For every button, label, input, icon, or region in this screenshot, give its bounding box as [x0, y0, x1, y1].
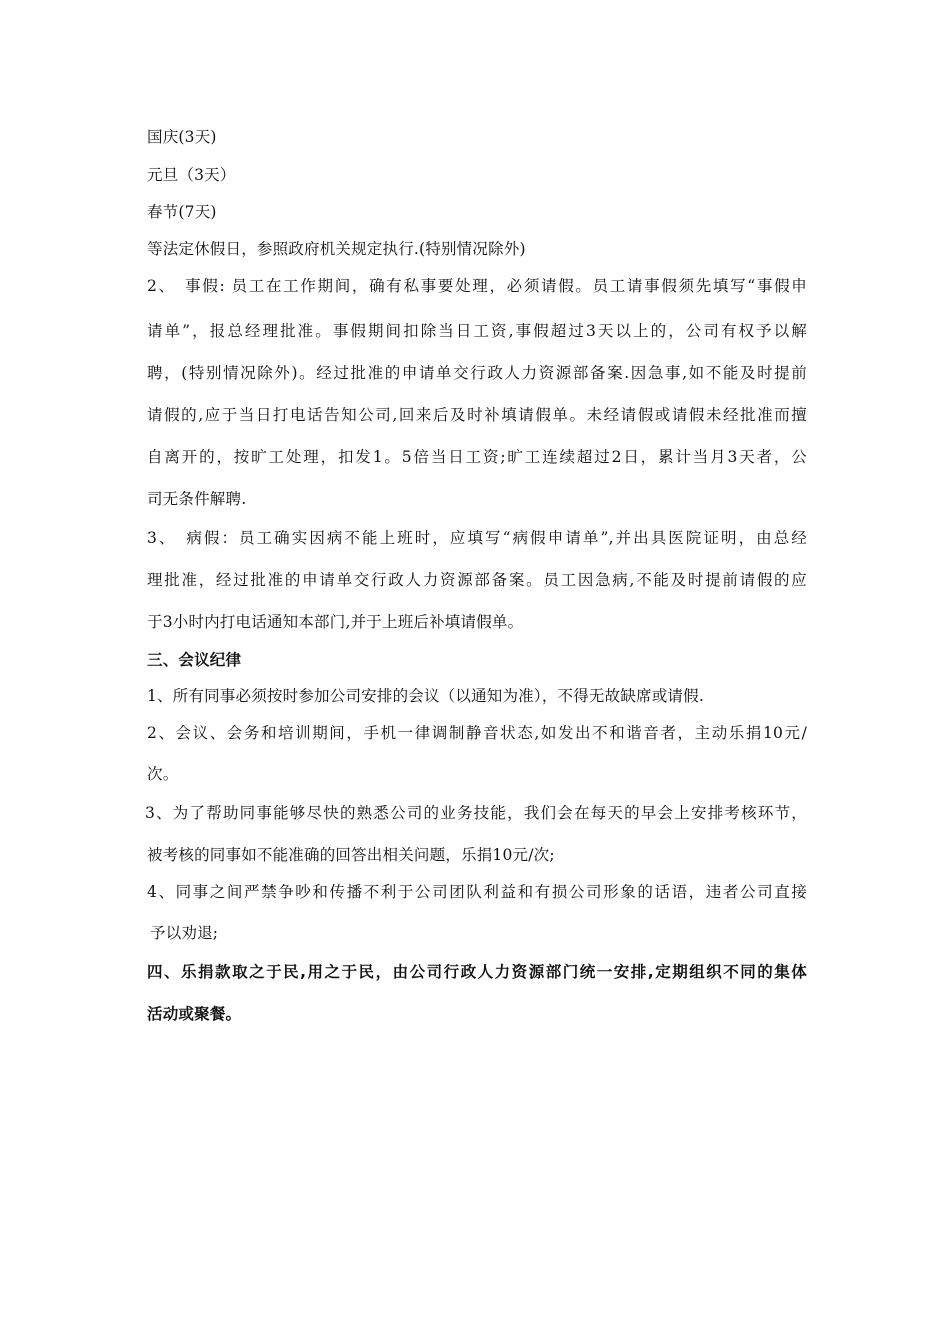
meeting-rule-4-line-1: 4、同事之间严禁争吵和传播不利于公司团队利益和有损公司形象的话语，违者公司直接: [147, 883, 807, 901]
holiday-new-year: 元旦（3天）: [147, 166, 236, 184]
section-four-line-2: 活动或聚餐。: [147, 1005, 242, 1023]
personal-leave-line-4: 请假的,应于当日打电话告知公司,回来后及时补填请假单。未经请假或请假未经批准而擅: [147, 406, 807, 424]
meeting-rule-4-line-2: 予以劝退;: [150, 924, 219, 942]
holiday-note: 等法定休假日，参照政府机关规定执行.(特别情况除外): [147, 240, 526, 258]
personal-leave-line-2: 请单”，报总经理批准。事假期间扣除当日工资,事假超过3天以上的，公司有权予以解: [147, 322, 807, 340]
meeting-rule-1: 1、所有同事必须按时参加公司安排的会议（以通知为准），不得无故缺席或请假.: [147, 687, 704, 705]
meeting-rule-3-line-2: 被考核的同事如不能准确的回答出相关问题，乐捐10元/次;: [147, 846, 555, 864]
personal-leave-line-5: 自离开的，按旷工处理，扣发1。5倍当日工资;旷工连续超过2日，累计当月3天者，公: [147, 448, 807, 466]
meeting-rule-3-line-1: 3、为了帮助同事能够尽快的熟悉公司的业务技能，我们会在每天的早会上安排考核环节，: [145, 804, 807, 822]
meeting-rule-2-line-2: 次。: [147, 765, 179, 783]
section-heading-meeting-discipline: 三、会议纪律: [147, 651, 242, 669]
section-four-line-1: 四、乐捐款取之于民,用之于民，由公司行政人力资源部门统一安排,定期组织不同的集体: [147, 963, 807, 981]
meeting-rule-2-line-1: 2、会议、会务和培训期间，手机一律调制静音状态,如发出不和谐音者，主动乐捐10元/: [147, 724, 807, 742]
personal-leave-line-1: 2、 事假: 员工在工作期间，确有私事要处理，必须请假。员工请事假须先填写“事假申: [147, 277, 807, 295]
personal-leave-line-6: 司无条件解聘.: [147, 490, 247, 508]
holiday-national-day: 国庆(3天): [147, 128, 217, 146]
sick-leave-line-3: 于3小时内打电话通知本部门,并于上班后补填请假单。: [147, 613, 524, 631]
personal-leave-line-3: 聘，(特别情况除外)。经过批准的申请单交行政人力资源部备案.因急事,如不能及时提前: [147, 364, 807, 382]
sick-leave-line-1: 3、 病假：员工确实因病不能上班时，应填写“病假申请单”,并出具医院证明，由总经: [147, 529, 807, 547]
holiday-spring-festival: 春节(7天): [147, 203, 217, 221]
sick-leave-line-2: 理批准，经过批准的申请单交行政人力资源部备案。员工因急病,不能及时提前请假的应: [147, 571, 807, 589]
